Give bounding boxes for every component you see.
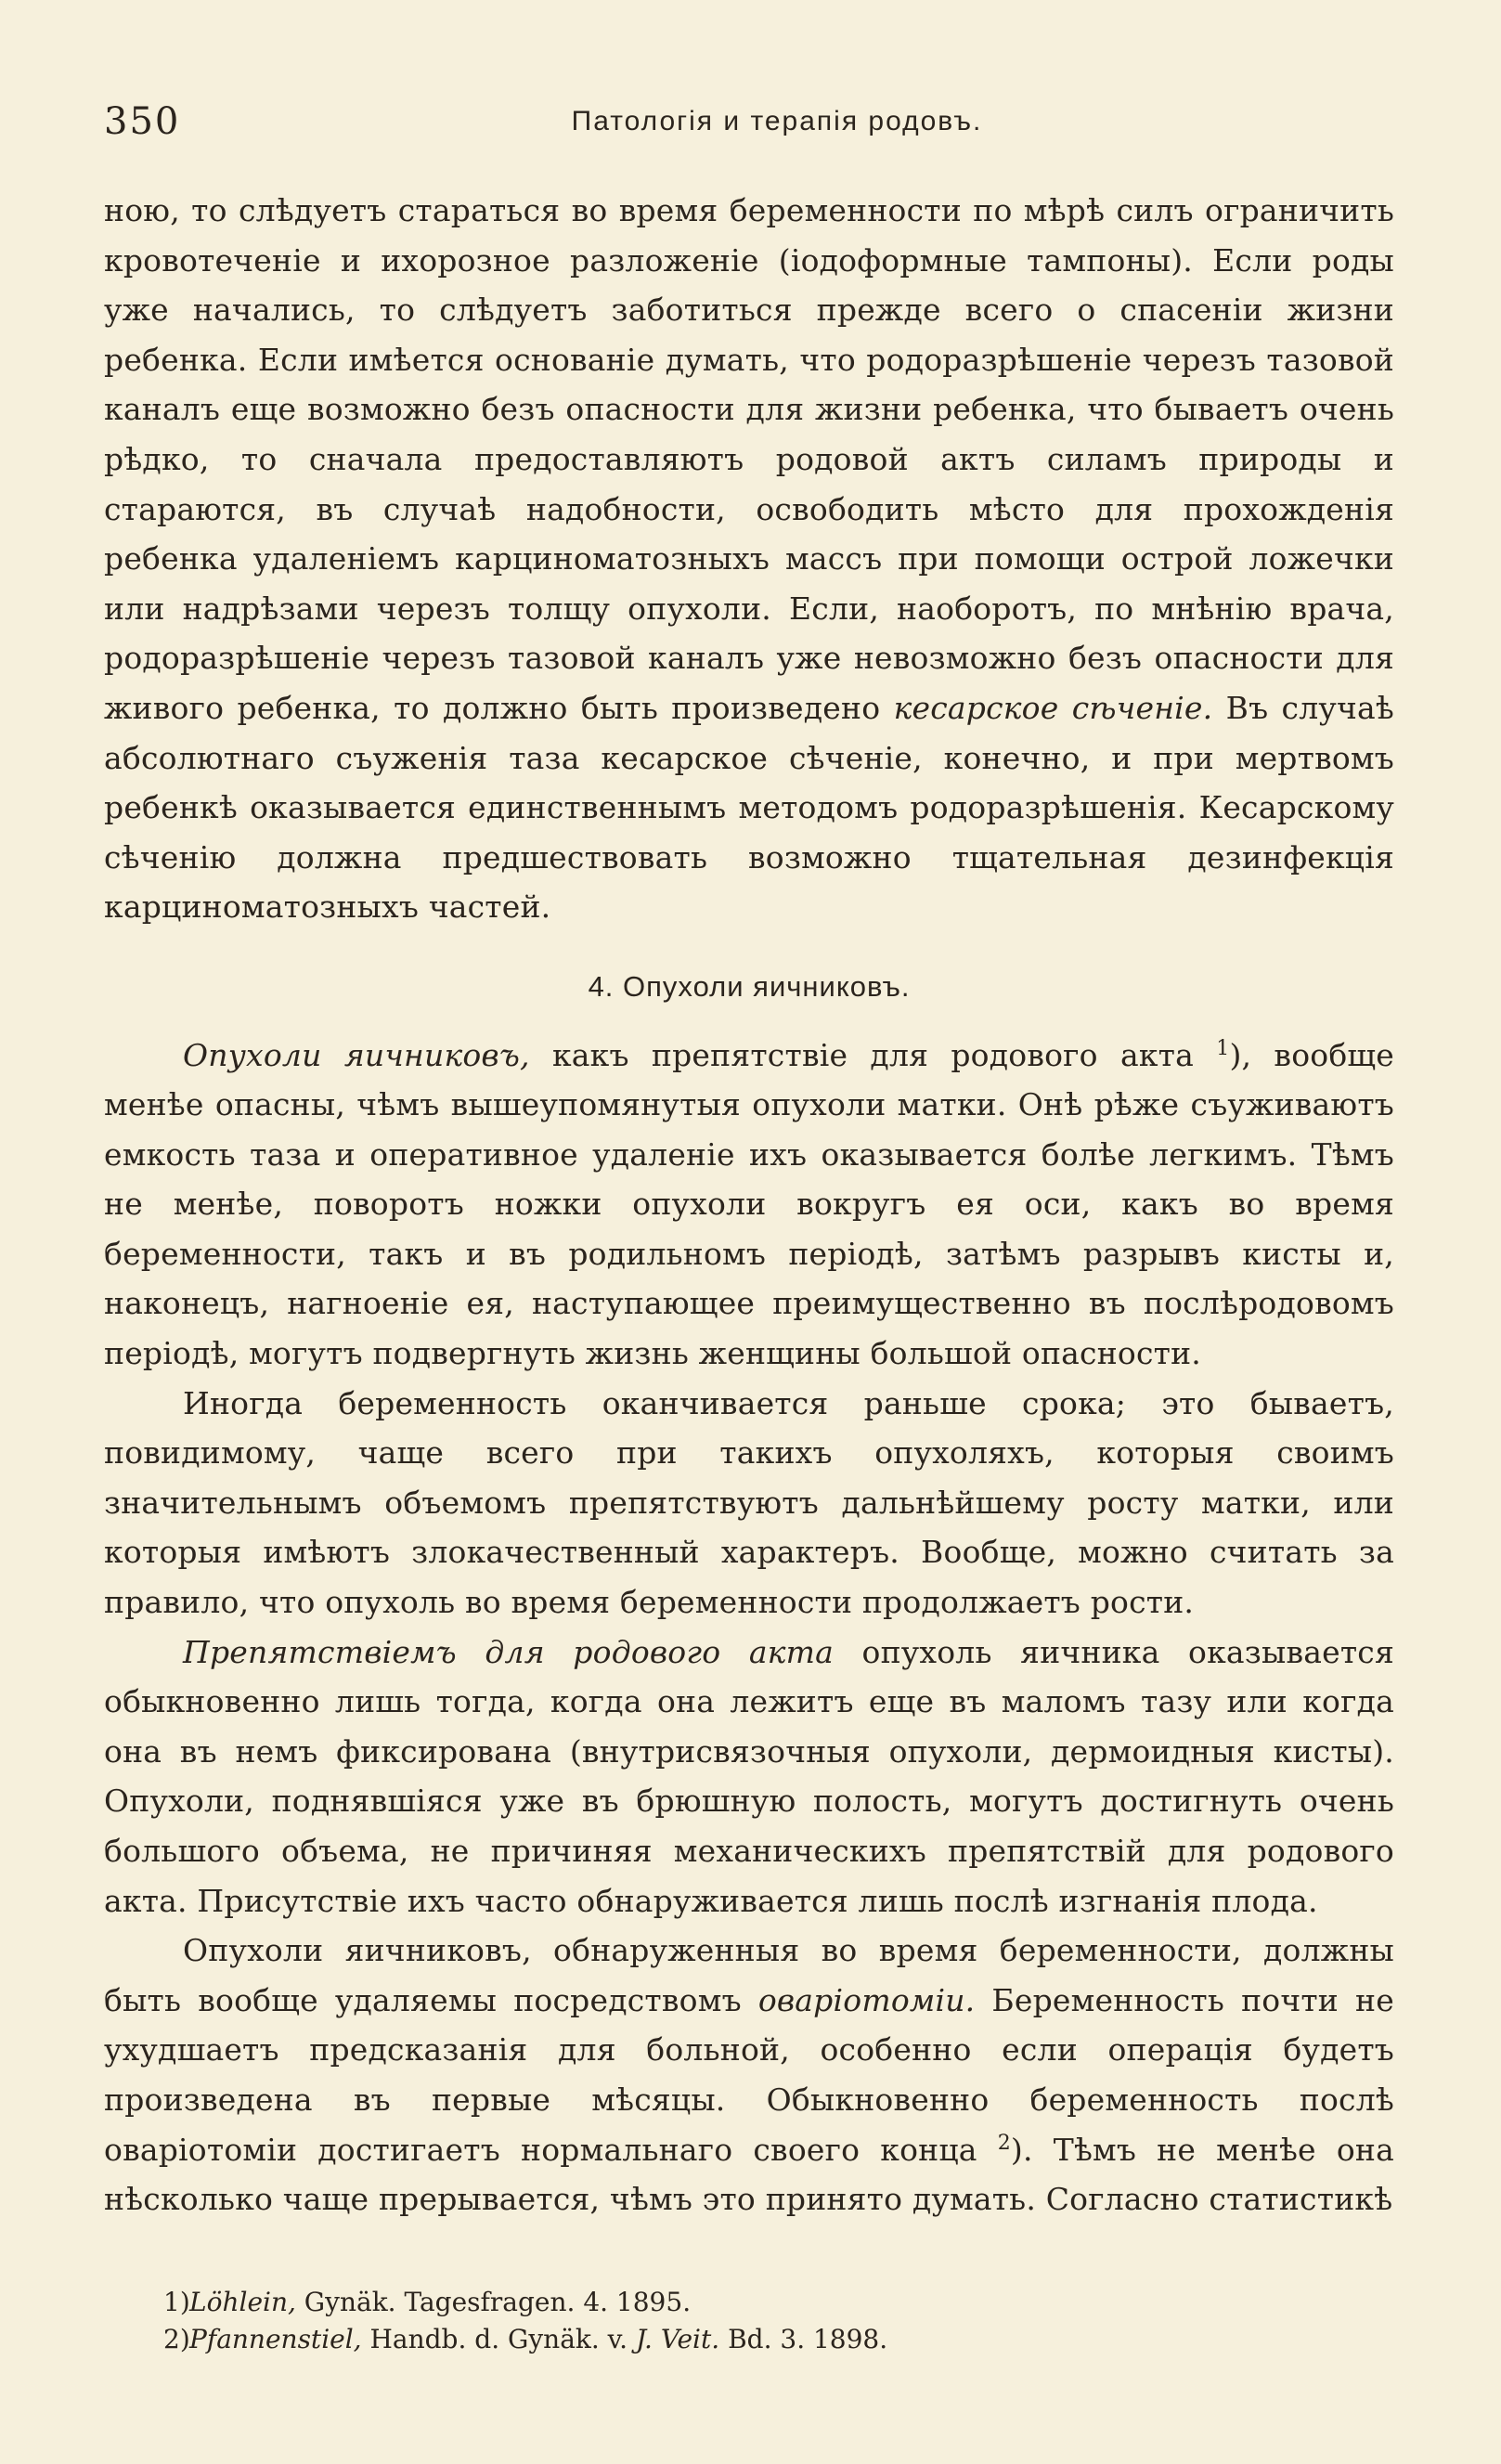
text-run: Gynäk. Tagesfragen. 4. 1895. bbox=[295, 2287, 692, 2317]
text-run: Иногда беременность оканчивается раньше срока; это бываетъ, повидимому, чаще всего при такихъ опухоляхъ, которыя своимъ значительнымъ объемомъ препятствуютъ дальнѣйшему росту матки, или которыя имѣютъ злокачественный характеръ. Вообще, можно считать за правило, что опухоль во время беременности продолжаетъ рости. bbox=[104, 1384, 1394, 1621]
footnote-mark: 2) bbox=[163, 2324, 190, 2354]
text-run: ною, то слѣдуетъ стараться во время беременности по мѣрѣ силъ ограничить кровотеченіе и ихорозное разложеніе (іодоформные тампоны). Если роды уже начались, то слѣдуетъ заботиться прежде всего о спасеніи жизни ребенка. Если имѣется основаніе думать, что родоразрѣшеніе черезъ тазовой каналъ еще возможно безъ опасности для жизни ребенка, что бываетъ очень рѣдко, то сначала предоставляютъ родовой актъ силамъ природы и стараются, въ случаѣ надобности, освободить мѣсто для прохожденія ребенка удаленіемъ карциноматозныхъ массъ при помощи острой ложечки или надрѣзами черезъ толщу опухоли. Если, наоборотъ, по мнѣнію врача, родоразрѣшеніе черезъ тазовой каналъ уже невозможно безъ опасности для живого ребенка, то должно быть произведено bbox=[104, 192, 1394, 726]
text-run: ). Тѣмъ не менѣе она нѣсколько чаще прерывается, чѣмъ это принято думать. Согласно статистикѣ bbox=[104, 2131, 1394, 2218]
text-run: ), вообще менѣе опасны, чѣмъ вышеупомянутыя опухоли матки. Онѣ рѣже съуживаютъ емкость таза и оперативное удаленіе ихъ оказывается болѣе легкимъ. Тѣмъ не менѣе, поворотъ ножки опухоли вокругъ ея оси, какъ во время беременности, такъ и въ родильномъ періодѣ, затѣмъ разрывъ кисты и, наконецъ, нагноеніе ея, наступающее преимущественно въ послѣродовомъ періодѣ, могутъ подвергнуть жизнь женщины большой опасности. bbox=[104, 1036, 1395, 1372]
text-run: опухоль яичника оказывается обыкновенно лишь тогда, когда она лежитъ еще въ маломъ тазу или когда она въ немъ фиксирована (внутрисвязочныя опухоли, дермоидныя кисты). Опухоли, поднявшіяся уже въ брюшную полость, могутъ достигнуть очень большого объема, не причиняя механическихъ препятствій для родового акта. Присутствіе ихъ часто обнаруживается лишь послѣ изгнанія плода. bbox=[104, 1633, 1394, 1919]
italic-text: Препятствіемъ для родового акта bbox=[183, 1633, 834, 1670]
paragraph bbox=[104, 1926, 1394, 2224]
italic-text: Löhlein, bbox=[189, 2287, 296, 2317]
text-run: какъ препятствіе для родового акта bbox=[529, 1036, 1217, 1073]
italic-text: Опухоли яичниковъ, bbox=[183, 1036, 530, 1073]
text-run: Опухоли яичниковъ, обнаруженныя во время беременности, должны быть вообще удаляемы посредствомъ bbox=[104, 1932, 1394, 2018]
paragraph bbox=[104, 1031, 1394, 1379]
text-run: Въ случаѣ абсолютнаго съуженія таза кесарское сѣченіе, конечно, и при мертвомъ ребенкѣ оказывается единственнымъ методомъ родоразрѣшенія. Кесарскому сѣченію должна предшествовать возможно тщательная дезинфекція карциноматозныхъ частей. bbox=[104, 689, 1394, 926]
footnotes bbox=[163, 2284, 1398, 2358]
footnote-reference: 1 bbox=[1216, 1036, 1230, 1060]
italic-text: Pfannenstiel, bbox=[189, 2324, 362, 2354]
footnote-mark: 1) bbox=[163, 2287, 190, 2317]
body-text bbox=[104, 186, 1394, 2224]
text-run: Bd. 3. 1898. bbox=[719, 2324, 888, 2354]
page-header bbox=[104, 100, 1394, 156]
intro-paragraphs bbox=[104, 186, 1394, 932]
section-heading: 4. Опухоли яичниковъ. bbox=[588, 969, 911, 1003]
text-run: Handb. d. Gynäk. v. bbox=[361, 2324, 636, 2354]
running-title: Патологія и терапія родовъ. bbox=[571, 106, 983, 136]
italic-text: кесарское сѣченіе. bbox=[893, 689, 1213, 726]
footnote bbox=[163, 2321, 1398, 2358]
italic-text: оваріотоміи. bbox=[757, 1981, 976, 2018]
page-number: 350 bbox=[104, 100, 181, 143]
paragraph bbox=[104, 186, 1394, 932]
paragraph bbox=[104, 1379, 1394, 1628]
text-run: Беременность почти не ухудшаетъ предсказанія для больной, особенно если операція будетъ произведена въ первые мѣсяцы. Обыкновенно беременность послѣ оваріотоміи достигаетъ нормальнаго своего конца bbox=[104, 1981, 1394, 2168]
footnote bbox=[163, 2284, 1398, 2321]
footnote-reference: 2 bbox=[997, 2131, 1011, 2155]
paragraph bbox=[104, 1628, 1394, 1926]
section-paragraphs bbox=[104, 1031, 1394, 2224]
italic-text: J. Veit. bbox=[635, 2324, 720, 2354]
